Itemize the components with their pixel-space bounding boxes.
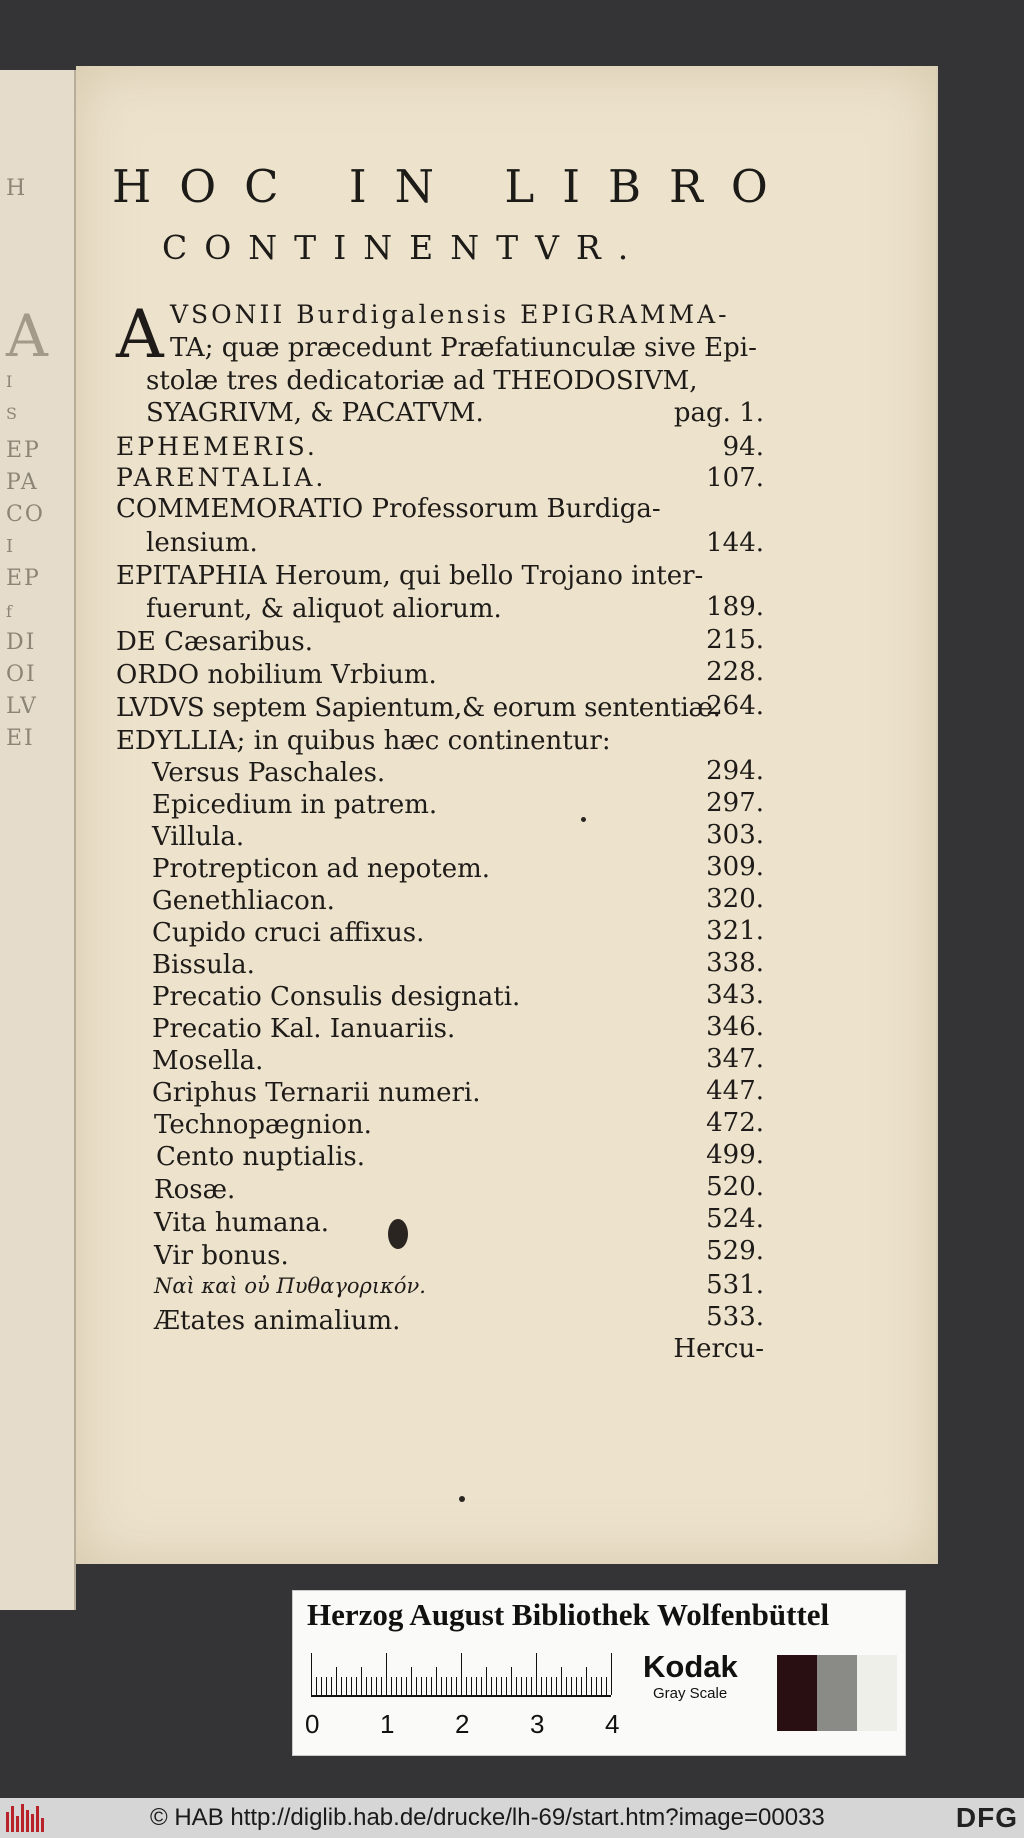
entry-page-number: 447. xyxy=(706,1076,764,1106)
ruler-tick xyxy=(556,1677,557,1695)
entry-text: lensium. xyxy=(146,528,258,558)
ruler-tick xyxy=(591,1677,592,1695)
left-page-fragment: f xyxy=(6,602,14,621)
page-title: HOC IN LIBRO xyxy=(112,160,796,213)
ruler-tick xyxy=(421,1677,422,1695)
ruler-tick xyxy=(516,1677,517,1695)
left-page-fragment: I xyxy=(6,372,15,391)
swatch-mid-gray xyxy=(817,1655,857,1731)
ruler-number: 2 xyxy=(455,1709,470,1739)
ruler-tick xyxy=(336,1667,337,1695)
logo-bar xyxy=(31,1814,34,1832)
ruler-tick xyxy=(406,1677,407,1695)
ruler-tick xyxy=(606,1677,607,1695)
ink-speck xyxy=(459,1496,465,1502)
entry-page-number: 472. xyxy=(706,1108,764,1138)
entry-page-number: 346. xyxy=(706,1012,764,1042)
entry-text: EPITAPHIA Heroum, qui bello Trojano inter- xyxy=(116,561,704,591)
logo-bar xyxy=(41,1818,44,1832)
ruler-tick xyxy=(521,1677,522,1695)
ruler-tick xyxy=(546,1677,547,1695)
library-name: Herzog August Bibliothek Wolfenbüttel xyxy=(307,1597,830,1632)
entry-page-number: 309. xyxy=(706,852,764,882)
entry-page-number: 228. xyxy=(706,657,764,687)
ruler-tick xyxy=(611,1653,612,1695)
entry-page-number: 338. xyxy=(706,948,764,978)
ruler-tick xyxy=(571,1677,572,1695)
entry-text: DE Cæsaribus. xyxy=(116,627,314,657)
logo-bar xyxy=(6,1812,9,1832)
entry-text: VSONII Burdigalensis EPIGRAMMA- xyxy=(170,300,730,329)
entry-text: Ætates animalium. xyxy=(154,1306,401,1336)
entry-text: Epicedium in patrem. xyxy=(152,790,438,820)
entry-text: Cento nuptialis. xyxy=(156,1142,366,1172)
left-page-fragment: I xyxy=(6,536,16,557)
ruler-tick xyxy=(381,1677,382,1695)
entry-page-number: pag. 1. xyxy=(673,398,764,428)
kodak-logo: Kodak xyxy=(643,1649,738,1684)
entry-text: Rosæ. xyxy=(154,1175,236,1205)
ruler-tick xyxy=(331,1677,332,1695)
entry-text: Protrepticon ad nepotem. xyxy=(152,854,491,884)
left-page-fragment: OI xyxy=(6,662,37,687)
logo-bar xyxy=(16,1816,19,1832)
ruler-tick xyxy=(451,1677,452,1695)
ruler-tick xyxy=(576,1677,577,1695)
entry-text: Vita humana. xyxy=(154,1208,330,1238)
entry-page-number: 107. xyxy=(706,463,764,493)
entry-text: Mosella. xyxy=(152,1046,264,1076)
ruler-number: 1 xyxy=(380,1709,395,1739)
entry-text: SYAGRIVM, & PACATVM. xyxy=(146,398,484,428)
copyright-link[interactable]: © HAB http://diglib.hab.de/drucke/lh-69/start.htm?image=00033 xyxy=(150,1804,825,1831)
ruler-tick xyxy=(466,1677,467,1695)
entry-text: ORDO nobilium Vrbium. xyxy=(116,660,437,690)
ruler-tick xyxy=(366,1677,367,1695)
swatch-dark xyxy=(777,1655,817,1731)
entry-text: Precatio Consulis designati. xyxy=(152,982,521,1012)
hab-logo-icon xyxy=(6,1804,48,1832)
ruler-tick xyxy=(431,1677,432,1695)
ruler-tick xyxy=(596,1677,597,1695)
entry-page-number: 321. xyxy=(706,916,764,946)
ruler-tick xyxy=(391,1677,392,1695)
entry-page-number: 144. xyxy=(706,528,764,558)
ruler-tick xyxy=(461,1653,462,1695)
ruler-tick xyxy=(601,1677,602,1695)
ruler-tick xyxy=(356,1677,357,1695)
left-page-fragment: PA xyxy=(6,470,39,495)
ruler-tick xyxy=(506,1677,507,1695)
entry-page-number: 533. xyxy=(706,1302,764,1332)
ruler-tick xyxy=(446,1677,447,1695)
ruler-tick xyxy=(526,1677,527,1695)
ruler-tick xyxy=(376,1677,377,1695)
entry-page-number: 499. xyxy=(706,1140,764,1170)
entry-page-number: 303. xyxy=(706,820,764,850)
entry-text: TA; quæ præcedunt Præfatiunculæ sive Epi- xyxy=(170,333,757,363)
ruler-tick xyxy=(351,1677,352,1695)
entry-text: Precatio Kal. Ianuariis. xyxy=(152,1014,456,1044)
entry-page-number: 94. xyxy=(722,432,764,462)
ruler-tick xyxy=(551,1677,552,1695)
entry-text: Villula. xyxy=(152,822,245,852)
left-page-fragment: LV xyxy=(6,694,38,719)
ruler-tick xyxy=(566,1677,567,1695)
ruler-number: 3 xyxy=(530,1709,545,1739)
gray-scale-label: Gray Scale xyxy=(653,1685,728,1702)
page-subtitle: CONTINENTVR. xyxy=(162,228,646,267)
entry-page-number: 347. xyxy=(706,1044,764,1074)
ruler-tick xyxy=(456,1677,457,1695)
dfg-logo: DFG xyxy=(955,1802,1018,1833)
ruler-tick xyxy=(396,1677,397,1695)
entry-text: Versus Paschales. xyxy=(152,758,386,788)
left-page-fragment: A xyxy=(6,302,50,370)
entry-text: Technopægnion. xyxy=(154,1110,372,1140)
entry-page-number: 320. xyxy=(706,884,764,914)
viewer-footer xyxy=(0,1798,1024,1838)
scale-ruler xyxy=(311,1653,611,1697)
ruler-tick xyxy=(491,1677,492,1695)
left-page-fragment: S xyxy=(6,404,19,423)
ruler-tick xyxy=(326,1677,327,1695)
entry-page-number: 531. xyxy=(706,1270,764,1300)
left-page-fragment: CO xyxy=(6,502,45,527)
ruler-tick xyxy=(426,1677,427,1695)
ruler-number: 4 xyxy=(605,1709,620,1739)
entry-text: EPHEMERIS. xyxy=(116,432,318,461)
entry-text: COMMEMORATIO Professorum Burdiga- xyxy=(116,494,661,524)
entry-page-number: 215. xyxy=(706,625,764,655)
ruler-tick xyxy=(501,1677,502,1695)
entry-page-number: 189. xyxy=(706,592,764,622)
ruler-tick xyxy=(411,1667,412,1695)
entry-text: Bissula. xyxy=(152,950,255,980)
left-page-fragment: EP xyxy=(6,438,41,463)
logo-bar xyxy=(21,1804,24,1832)
entry-text-greek: Ναὶ καὶ οὐ Πυθαγορικόν. xyxy=(154,1274,426,1298)
ruler-tick xyxy=(311,1653,312,1695)
entry-page-number: 524. xyxy=(706,1204,764,1234)
entry-text: LVDVS septem Sapientum,& eorum sententiæ. xyxy=(116,693,721,723)
ruler-tick xyxy=(536,1653,537,1695)
left-page-fragment: EP xyxy=(6,566,41,591)
ruler-tick xyxy=(416,1677,417,1695)
color-target-card xyxy=(292,1590,906,1756)
entry-text: Cupido cruci affixus. xyxy=(152,918,425,948)
ruler-tick xyxy=(541,1677,542,1695)
ruler-tick xyxy=(476,1677,477,1695)
ruler-tick xyxy=(481,1677,482,1695)
ruler-tick xyxy=(581,1677,582,1695)
entry-page-number: 520. xyxy=(706,1172,764,1202)
entry-text: Genethliacon. xyxy=(152,886,335,916)
ruler-tick xyxy=(436,1667,437,1695)
entry-text: stolæ tres dedicatoriæ ad THEODOSIVM, xyxy=(146,366,698,396)
ink-stain xyxy=(388,1219,408,1249)
ruler-tick xyxy=(401,1677,402,1695)
ruler-tick xyxy=(346,1677,347,1695)
drop-capital: A xyxy=(116,296,164,373)
entry-page-number: 529. xyxy=(706,1236,764,1266)
ruler-tick xyxy=(486,1667,487,1695)
logo-bar xyxy=(36,1806,39,1832)
ruler-tick xyxy=(316,1677,317,1695)
left-page-fragment: DI xyxy=(6,630,37,655)
entry-text: Vir bonus. xyxy=(154,1241,289,1271)
entry-text: Griphus Ternarii numeri. xyxy=(152,1078,481,1108)
entry-page-number: 294. xyxy=(706,756,764,786)
entry-page-number: 264. xyxy=(706,691,764,721)
ruler-tick xyxy=(321,1677,322,1695)
ruler-tick xyxy=(361,1667,362,1695)
logo-bar xyxy=(26,1810,29,1832)
entry-page-number: 343. xyxy=(706,980,764,1010)
ruler-tick xyxy=(371,1677,372,1695)
entry-page-number: 297. xyxy=(706,788,764,818)
ruler-tick xyxy=(386,1653,387,1695)
ruler-tick xyxy=(561,1667,562,1695)
ruler-tick xyxy=(471,1677,472,1695)
ruler-number: 0 xyxy=(305,1709,320,1739)
entry-text: EDYLLIA; in quibus hæc continentur: xyxy=(116,726,611,756)
swatch-light xyxy=(857,1655,897,1731)
ruler-tick xyxy=(496,1677,497,1695)
left-page-fragment: H xyxy=(6,176,28,201)
ruler-tick xyxy=(586,1667,587,1695)
ruler-tick xyxy=(531,1677,532,1695)
entry-text: PARENTALIA. xyxy=(116,463,327,492)
left-page-fragment: EI xyxy=(6,726,35,751)
catchword: Hercu- xyxy=(673,1334,764,1364)
ruler-tick xyxy=(441,1677,442,1695)
ruler-tick xyxy=(341,1677,342,1695)
ink-speck xyxy=(581,817,586,822)
ruler-tick xyxy=(511,1667,512,1695)
entry-text: fuerunt, & aliquot aliorum. xyxy=(146,594,502,624)
logo-bar xyxy=(11,1806,14,1832)
